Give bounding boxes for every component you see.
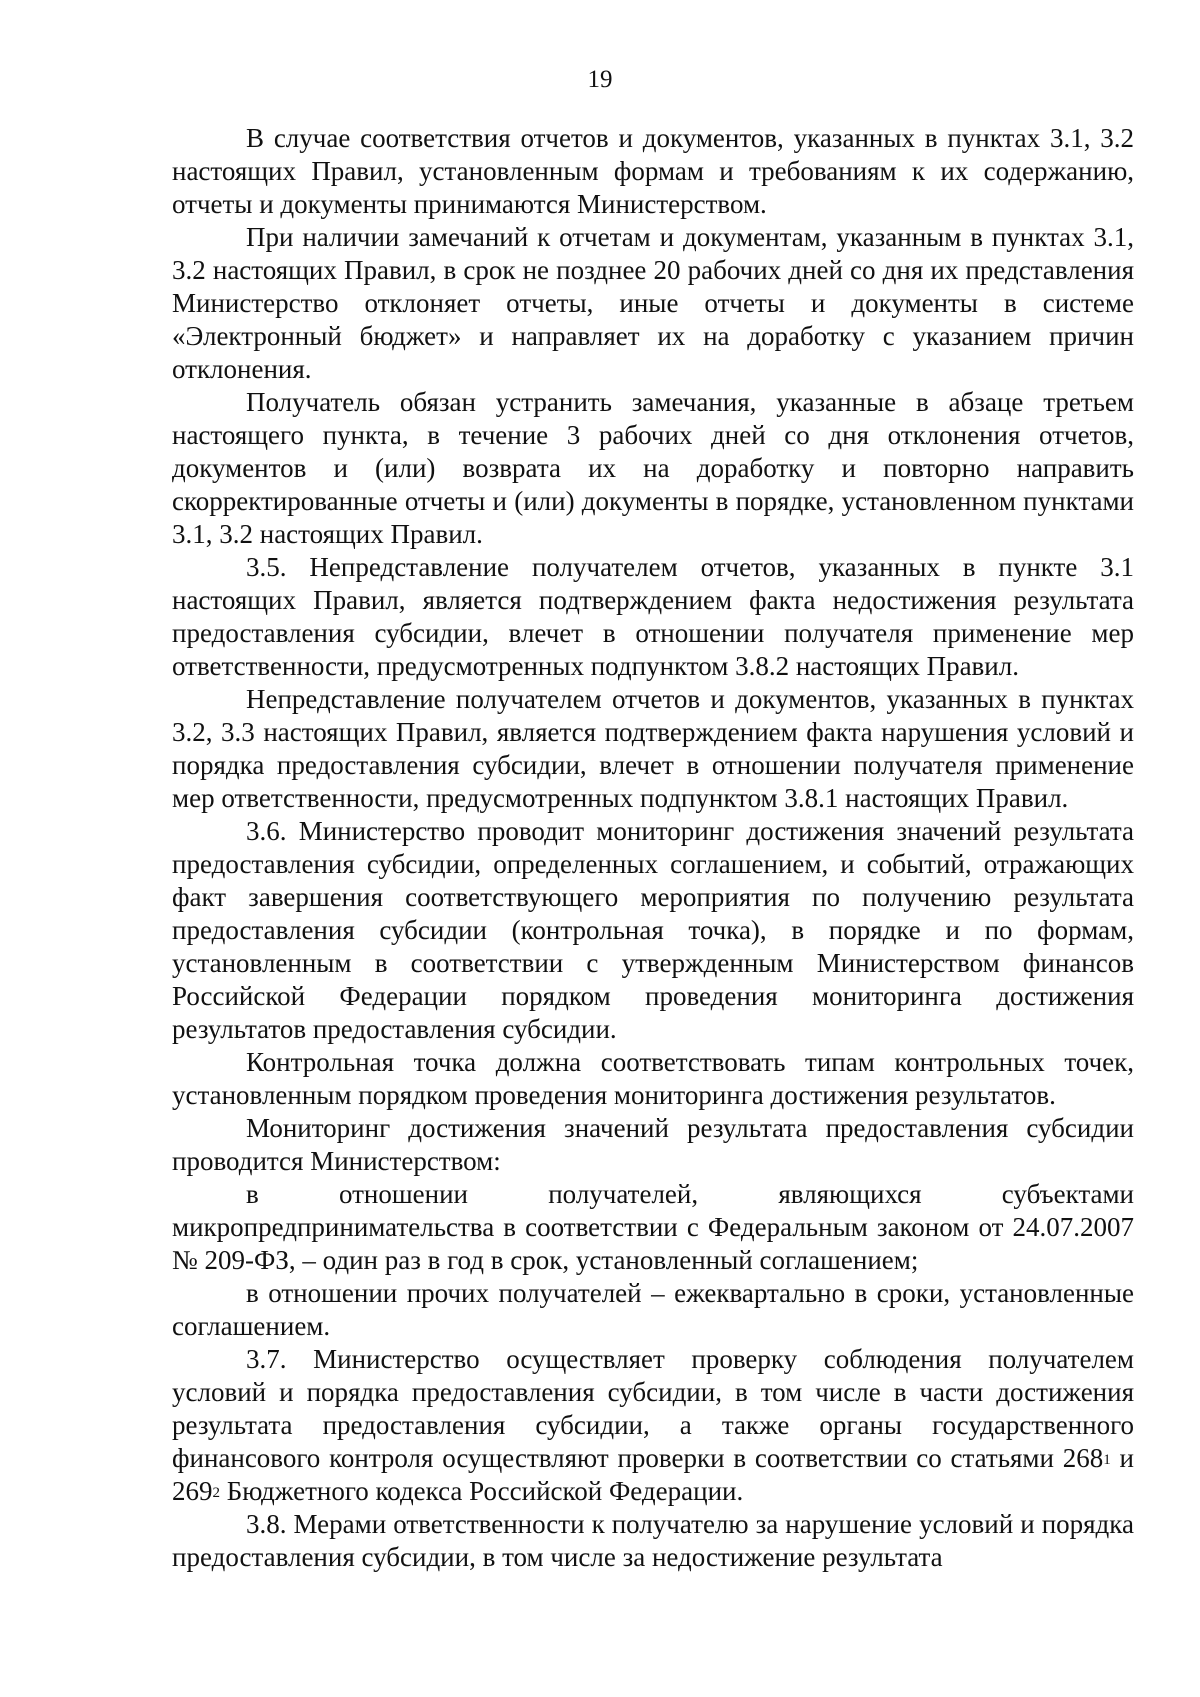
superscript-2: 2 (212, 1485, 220, 1501)
paragraph: В случае соответствия отчетов и документов, указанных в пунктах 3.1, 3.2 настоящих Правил, установленным формам и требованиям к их содержанию, отчеты и документы принимаются Министерством. (172, 123, 1134, 219)
paragraph: При наличии замечаний к отчетам и документам, указанным в пунктах 3.1, 3.2 настоящих Правил, в срок не позднее 20 рабочих дней со дня их представления Министерство отклоняет отчеты, иные отчеты и документы в системе «Электронный бюджет» и направляет их на доработку с указанием причин отклонения. (172, 222, 1134, 384)
paragraph: 3.6. Министерство проводит мониторинг достижения значений результата предоставления субсидии, определенных соглашением, и событий, отражающих факт завершения соответствующего мероприятия по получению результата предоставления субсидии (контрольная точка), в порядке и по формам, установленным в соответствии с утвержденным Министерством финансов Российской Федерации порядком проведения мониторинга достижения результатов предоставления субсидии. (172, 816, 1134, 1044)
paragraph: 3.5. Непредставление получателем отчетов, указанных в пункте 3.1 настоящих Правил, является подтверждением факта недостижения результата предоставления субсидии, влечет в отношении получателя применение мер ответственности, предусмотренных подпунктом 3.8.2 настоящих Правил. (172, 552, 1134, 681)
paragraph: Получатель обязан устранить замечания, указанные в абзаце третьем настоящего пункта, в течение 3 рабочих дней со дня отклонения отчетов, документов и (или) возврата их на доработку и повторно направить скорректированные отчеты и (или) документы в порядке, установленном пунктами 3.1, 3.2 настоящих Правил. (172, 387, 1134, 549)
paragraph-3-7-text: 3.7. Министерство осуществляет проверку соблюдения получателем условий и порядка предоставления субсидии, в том числе в части достижения результата предоставления субсидии, а также органы государственного финансового контроля осуществляют проверки в соответствии со статьями 268 (172, 1344, 1134, 1473)
paragraph: в отношении прочих получателей – ежеквартально в сроки, установленные соглашением. (172, 1278, 1134, 1341)
paragraph: Мониторинг достижения значений результата предоставления субсидии проводится Министерством: (172, 1113, 1134, 1176)
paragraph: Непредставление получателем отчетов и документов, указанных в пунктах 3.2, 3.3 настоящих Правил, является подтверждением факта нарушения условий и порядка предоставления субсидии, влечет в отношении получателя применение мер ответственности, предусмотренных подпунктом 3.8.1 настоящих Правил. (172, 684, 1134, 813)
paragraph-3-7 (172, 1343, 1134, 1508)
page-number: 19 (587, 66, 613, 93)
paragraph-3-8: 3.8. Мерами ответственности к получателю за нарушение условий и порядка предоставления субсидии, в том числе за недостижение результата (172, 1509, 1134, 1572)
paragraph: в отношении получателей, являющихся субъектами микропредпринимательства в соответствии с Федеральным законом от 24.07.2007 № 209-ФЗ, – один раз в год в срок, установленный соглашением; (172, 1179, 1134, 1275)
paragraph: Контрольная точка должна соответствовать типам контрольных точек, установленным порядком проведения мониторинга достижения результатов. (172, 1047, 1134, 1110)
paragraph-3-7-text: Бюджетного кодекса Российской Федерации. (220, 1476, 744, 1506)
document-body (172, 122, 1134, 1574)
paragraph-3-7-text: и 269 (172, 1443, 1134, 1506)
superscript-1: 1 (1103, 1452, 1111, 1468)
